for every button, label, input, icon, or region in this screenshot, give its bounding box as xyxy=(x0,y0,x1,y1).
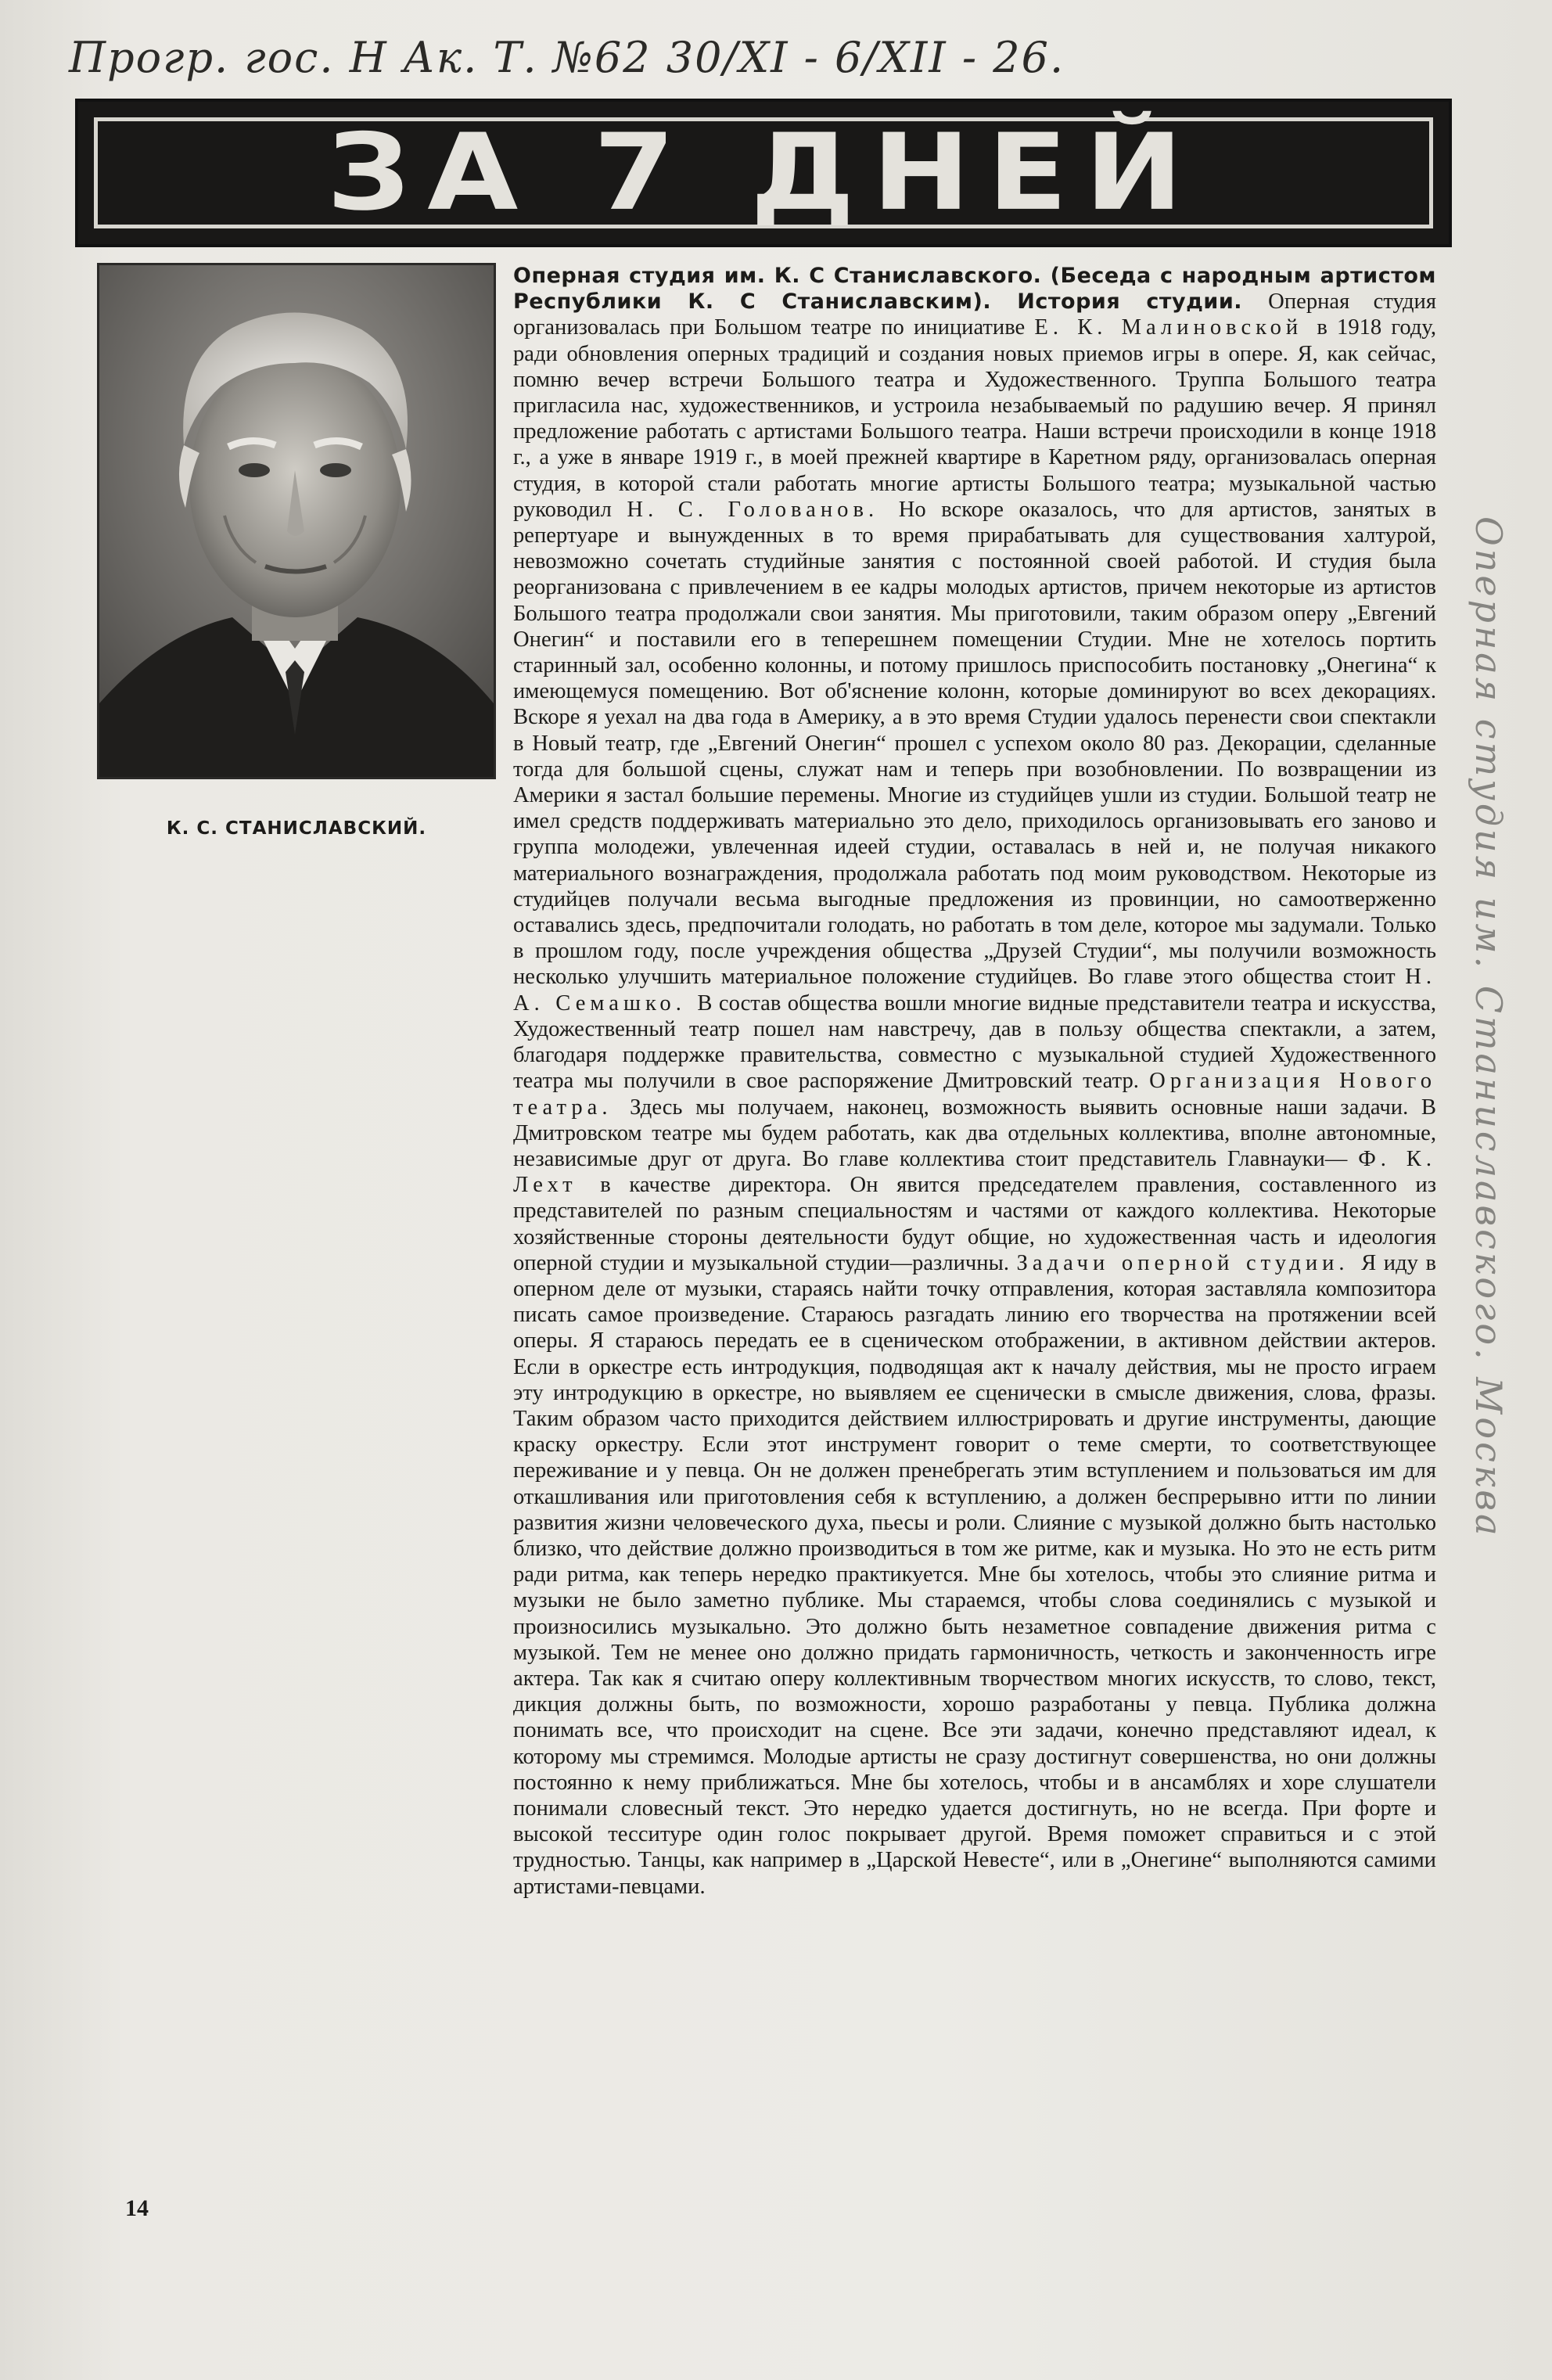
article-text-2: в 1918 году, ради обновления оперных традиций и создания новых приемов игры в опере. Я, как сейчас, помню вечер встречи Большого театра и Художественного. Труппа Большого театра пригласила нас, художественников, и устроила незабываемый по радушию вечер. Я принял предложение работать с артистами Большого театра. Наши встречи происходили в конце 1918 г., а уже в январе 1919 г., в моей прежней квартире в Каретном ряду, организовалась оперная студия, в которой стали работать многие артисты Большого театра; музыкальной частью руководил xyxy=(513,315,1436,522)
margin-handwritten-note: Оперная студия им. Станиславского. Москва xyxy=(1468,516,1510,1539)
portrait-caption: К. С. СТАНИСЛАВСКИЙ. xyxy=(166,818,427,839)
article-text-7: Я иду в оперном деле от музыки, стараясь найти точку отправления, которая заставляла композитора писать самое произведение. Стараюсь разгадать линию его творчества на протяжении всей оперы. Я стараюсь передать ее в сценическом отображении, в активном действии актеров. Если в оркестре есть интродукция, подводящая акт к началу действия, мы не просто играем эту интродукцию в оркестре, но выявляем ее сценически в смысле движения, слова, фразы. Таким образом часто приходится действием иллюстрировать и другие инструменты, дающие краску оркестру. Если этот инструмент говорит о теме смерти, то соответствующее переживание и у певца. Он не должен пренебрегать этим вступлением и пользоваться им для откашливания или приготовления себя к вступлению, а должен беспрерывно итти по линии развития жизни человеческого духа, пьесы и роли. Слияние с музыкой должно быть настолько близко, что действие должно производиться в том же ритме, как и музыка. Но это не есть ритм ради ритма, как теперь нередко практикуется. Мне бы хотелось, чтобы это слияние ритма и музыки не было заметно публике. Мы стараемся, чтобы слова соединялись с музыкой и произносились музыкально. Это должно быть незаметное совпадение движения ритма с музыкой. Тем не менее оно должно придать гармоничность, четкость и законченность игре актера. Так как я считаю оперу коллективным творчеством многих искусств, то слово, текст, дикция должны быть, по возможности, хорошо разработаны у певца. Публика должна понимать все, что происходит на сцене. Все эти задачи, конечно представляют идеал, к которому мы стремимся. Молодые артисты не сразу достигнут совершенства, но они должны постоянно к нему приближаться. Мне бы хотелось, чтобы и в ансамблях и хоре слушатели понимали словесный текст. Это нередко удается достигнуть, но не всегда. При форте и высокой тесситуре один голос покрывает другой. Время поможет справиться и с этой трудностью. Танцы, как например в „Царской Невесте“, или в „Онегине“ выполняются самими артистами-певцами. xyxy=(513,1250,1436,1899)
portrait-illustration xyxy=(99,265,494,777)
heading-new-theatre: Организация Нового театра. xyxy=(513,1069,1436,1120)
handwritten-note: Прогр. гос. Н Ак. Т. №62 30/XI - 6/XII - 26. xyxy=(69,33,1065,82)
article-text-3: Но вскоре оказалось, что для артистов, занятых в репертуаре и вынужденных в то время прирабатывать для существования халтурой, невозможно сочетать студийные занятия с постоянной своей работой. И студия была реорганизована с привлечением в ее кадры молодых артистов, причем некоторые из артистов Большого театра продолжали свои занятия. Мы приготовили, таким образом оперу „Евгений Онегин“ и поставили его в теперешнем помещении Студии. Мне не хотелось портить старинный зал, особенно колонны, и потому пришлось приспособить постановку „Онегина“ к имеющемуся помещению. Вот об'яснение колонн, которые доминируют во всех декорациях. Вскоре я уехал на два года в Америку, а в это время Студии удалось перенести свои спектакли в Новый театр, где „Евгений Онегин“ прошел с успехом около 80 раз. Декорации, сделанные тогда для большой сцены, служат нам и теперь при возобновлении. По возвращении из Америки я застал большие перемены. Многие из студийцев ушли из студии. Большой театр не имел средств поддерживать материально это дело, приходилось организовывать его заново и группа молодежи, увлеченная идеей студии, оставалась в ней и, не получая никакого материального вознаграждения, продолжала работать под моим руководством. Некоторые из студийцев получали весьма выгодные предложения из провинции, но самоотверженно оставались здесь, предпочитали голодать, но работать в том деле, которое мы задумали. Только в прошлом году, после учреждения общества „Друзей Студии“, мы получили возможность несколько улучшить материальное положение студийцев. Во главе этого общества стоит xyxy=(513,497,1436,990)
name-malinovskaya: Е. К. Малиновской xyxy=(1034,315,1317,340)
page-number: 14 xyxy=(125,2195,149,2221)
heading-tasks: Задачи оперной студии. xyxy=(1016,1250,1362,1275)
masthead-frame xyxy=(94,111,1433,235)
article-text-6: в качестве директора. Он явится председателем правления, составленного из представителей по разным специальностям и частями от каждого коллектива. Некоторые хозяйственные стороны деятельности будут общие, но художественная часть и идеология оперной студии и музыкальной студии—различны. xyxy=(513,1173,1436,1275)
name-lekht: Ф. К. Лехт xyxy=(513,1146,1436,1198)
article-lead: Оперная студия им. К. С Станиславского. (Беседа с народным артистом Республики К. С Станиславским). История студии. xyxy=(513,264,1436,315)
article-text-4: В состав общества вошли многие видные представители театра и искусства, Художественный театр пошел нам навстречу, дав в пользу общества спектакли, а затем, благодаря поддержке правительства, совместно с музыкальной студией Художественного театра мы получили в свое распоряжение Дмитровский театр. xyxy=(513,990,1436,1094)
masthead xyxy=(75,99,1452,247)
article-body xyxy=(513,263,1436,2172)
article-text-5: Здесь мы получаем, наконец, возможность выявить основные наши задачи. В Дмитровском театре мы будем работать, как два отдельных коллектива, вполне автономные, независимые друг от друга. Во главе коллектива стоит представитель Главнауки— xyxy=(513,1095,1436,1171)
article-text-1: Оперная студия организовалась при Большом театре по инициативе xyxy=(513,289,1436,340)
portrait-photo xyxy=(97,263,496,779)
name-semashko: Н. А. Семашко. xyxy=(513,965,1436,1016)
masthead-title: ЗА 7 ДНЕЙ xyxy=(326,111,1201,235)
name-golovanov: Н. С. Голованов. xyxy=(627,497,899,522)
